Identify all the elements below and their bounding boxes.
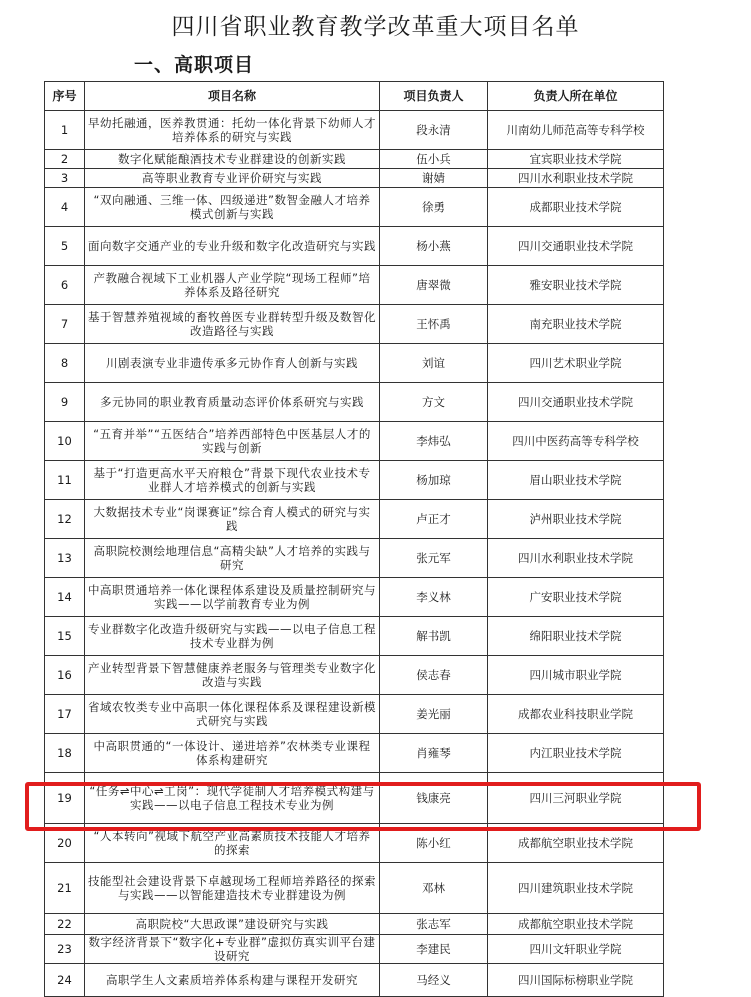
project-name: “双向融通、三维一体、四级递进”数智金融人才培养模式创新与实践 (85, 188, 380, 227)
table-row (45, 578, 664, 617)
leader-unit: 广安职业技术学院 (488, 578, 664, 617)
project-name: 技能型社会建设背景下卓越现场工程师培养路径的探索与实践——以智能建造技术专业群建设为例 (85, 863, 380, 914)
table-row (45, 617, 664, 656)
leader-unit: 成都航空职业技术学院 (488, 914, 664, 935)
project-name: 面向数字交通产业的专业升级和数字化改造研究与实践 (85, 227, 380, 266)
leader-unit: 四川国际标榜职业学院 (488, 964, 664, 997)
leader-unit: 四川中医药高等专科学校 (488, 422, 664, 461)
row-number: 17 (45, 695, 85, 734)
leader-unit: 川南幼儿师范高等专科学校 (488, 111, 664, 150)
project-name: 基于“打造更高水平天府粮仓”背景下现代农业技术专业群人才培养模式的创新与实践 (85, 461, 380, 500)
project-name: 数字经济背景下“数字化+专业群”虚拟仿真实训平台建设研究 (85, 935, 380, 964)
row-number: 2 (45, 150, 85, 169)
table-row (45, 734, 664, 773)
leader-unit: 四川建筑职业技术学院 (488, 863, 664, 914)
project-name: 高职院校“大思政课”建设研究与实践 (85, 914, 380, 935)
row-number: 22 (45, 914, 85, 935)
table-row (45, 383, 664, 422)
header-project-name: 项目名称 (85, 82, 380, 111)
leader-unit: 四川水利职业技术学院 (488, 539, 664, 578)
header-number: 序号 (45, 82, 85, 111)
project-name: 基于智慧养殖视域的畜牧兽医专业群转型升级及数智化改造路径与实践 (85, 305, 380, 344)
project-name: 早幼托融通，医养教贯通：托幼一体化背景下幼师人才培养体系的研究与实践 (85, 111, 380, 150)
project-leader: 钱康亮 (380, 773, 488, 824)
leader-unit: 四川三河职业学院 (488, 773, 664, 824)
project-leader: 方文 (380, 383, 488, 422)
row-number: 15 (45, 617, 85, 656)
leader-unit: 泸州职业技术学院 (488, 500, 664, 539)
table-row (45, 695, 664, 734)
table-row (45, 422, 664, 461)
table-row (45, 111, 664, 150)
project-leader: 刘谊 (380, 344, 488, 383)
project-name: 省域农牧类专业中高职一体化课程体系及课程建设新模式研究与实践 (85, 695, 380, 734)
row-number: 23 (45, 935, 85, 964)
project-name: 川剧表演专业非遗传承多元协作育人创新与实践 (85, 344, 380, 383)
project-name: 产教融合视域下工业机器人产业学院“现场工程师”培养体系及路径研究 (85, 266, 380, 305)
project-name: 高等职业教育专业评价研究与实践 (85, 169, 380, 188)
project-name: 数字化赋能酿酒技术专业群建设的创新实践 (85, 150, 380, 169)
project-leader: 李建民 (380, 935, 488, 964)
project-leader: 杨加琼 (380, 461, 488, 500)
row-number: 19 (45, 773, 85, 824)
project-leader: 谢婧 (380, 169, 488, 188)
project-leader: 卢正才 (380, 500, 488, 539)
leader-unit: 四川文轩职业学院 (488, 935, 664, 964)
table-row (45, 500, 664, 539)
project-name: 大数据技术专业“岗课赛证”综合育人模式的研究与实践 (85, 500, 380, 539)
leader-unit: 南充职业技术学院 (488, 305, 664, 344)
table-row (45, 824, 664, 863)
row-number: 6 (45, 266, 85, 305)
project-leader: 李义林 (380, 578, 488, 617)
row-number: 1 (45, 111, 85, 150)
row-number: 16 (45, 656, 85, 695)
table-row (45, 863, 664, 914)
leader-unit: 眉山职业技术学院 (488, 461, 664, 500)
table-row (45, 656, 664, 695)
row-number: 5 (45, 227, 85, 266)
project-leader: 解书凯 (380, 617, 488, 656)
project-name: 高职院校测绘地理信息“高精尖缺”人才培养的实践与研究 (85, 539, 380, 578)
leader-unit: 四川交通职业技术学院 (488, 383, 664, 422)
project-leader: 马经义 (380, 964, 488, 997)
project-name: 中高职贯通培养一体化课程体系建设及质量控制研究与实践——以学前教育专业为例 (85, 578, 380, 617)
row-number: 9 (45, 383, 85, 422)
header-leader: 项目负责人 (380, 82, 488, 111)
row-number: 4 (45, 188, 85, 227)
table-row (45, 227, 664, 266)
project-leader: 陈小红 (380, 824, 488, 863)
leader-unit: 四川城市职业学院 (488, 656, 664, 695)
leader-unit: 四川水利职业技术学院 (488, 169, 664, 188)
project-name: 多元协同的职业教育质量动态评价体系研究与实践 (85, 383, 380, 422)
project-leader: 唐翠微 (380, 266, 488, 305)
table-row (45, 935, 664, 964)
table-row (45, 773, 664, 824)
project-leader: 姜光丽 (380, 695, 488, 734)
row-number: 21 (45, 863, 85, 914)
project-leader: 肖雍琴 (380, 734, 488, 773)
project-leader: 邓林 (380, 863, 488, 914)
project-name: “任务⇌中心⇌工岗”：现代学徒制人才培养模式构建与实践——以电子信息工程技术专业为例 (85, 773, 380, 824)
leader-unit: 绵阳职业技术学院 (488, 617, 664, 656)
table-row (45, 344, 664, 383)
row-number: 8 (45, 344, 85, 383)
project-name: “人本转向”视域下航空产业高素质技术技能人才培养的探索 (85, 824, 380, 863)
table-row (45, 539, 664, 578)
table-row (45, 461, 664, 500)
row-number: 7 (45, 305, 85, 344)
project-leader: 王怀禹 (380, 305, 488, 344)
project-leader: 张元军 (380, 539, 488, 578)
leader-unit: 四川交通职业技术学院 (488, 227, 664, 266)
project-name: 中高职贯通的“一体设计、递进培养”农林类专业课程体系构建研究 (85, 734, 380, 773)
row-number: 12 (45, 500, 85, 539)
row-number: 18 (45, 734, 85, 773)
table-row (45, 914, 664, 935)
row-number: 11 (45, 461, 85, 500)
page-title: 四川省职业教育教学改革重大项目名单 (171, 14, 580, 40)
leader-unit: 四川艺术职业学院 (488, 344, 664, 383)
project-leader: 徐勇 (380, 188, 488, 227)
project-name: 专业群数字化改造升级研究与实践——以电子信息工程技术专业群为例 (85, 617, 380, 656)
section-heading: 一、高职项目 (134, 54, 255, 76)
project-leader: 段永清 (380, 111, 488, 150)
header-unit: 负责人所在单位 (488, 82, 664, 111)
row-number: 13 (45, 539, 85, 578)
row-number: 3 (45, 169, 85, 188)
project-leader: 李炜弘 (380, 422, 488, 461)
table-row (45, 305, 664, 344)
table-row (45, 188, 664, 227)
row-number: 20 (45, 824, 85, 863)
leader-unit: 内江职业技术学院 (488, 734, 664, 773)
leader-unit: 成都农业科技职业学院 (488, 695, 664, 734)
project-leader: 杨小燕 (380, 227, 488, 266)
row-number: 24 (45, 964, 85, 997)
table-row (45, 169, 664, 188)
table-row (45, 266, 664, 305)
project-name: “五育并举”“五医结合”培养西部特色中医基层人才的实践与创新 (85, 422, 380, 461)
project-leader: 伍小兵 (380, 150, 488, 169)
table-row (45, 964, 664, 997)
leader-unit: 成都职业技术学院 (488, 188, 664, 227)
project-name: 产业转型背景下智慧健康养老服务与管理类专业数字化改造与实践 (85, 656, 380, 695)
row-number: 10 (45, 422, 85, 461)
project-table (44, 81, 664, 997)
leader-unit: 雅安职业技术学院 (488, 266, 664, 305)
row-number: 14 (45, 578, 85, 617)
project-leader: 张志军 (380, 914, 488, 935)
project-leader: 侯志春 (380, 656, 488, 695)
leader-unit: 成都航空职业技术学院 (488, 824, 664, 863)
table-row (45, 150, 664, 169)
project-name: 高职学生人文素质培养体系构建与课程开发研究 (85, 964, 380, 997)
table-header-row (45, 82, 664, 111)
leader-unit: 宜宾职业技术学院 (488, 150, 664, 169)
